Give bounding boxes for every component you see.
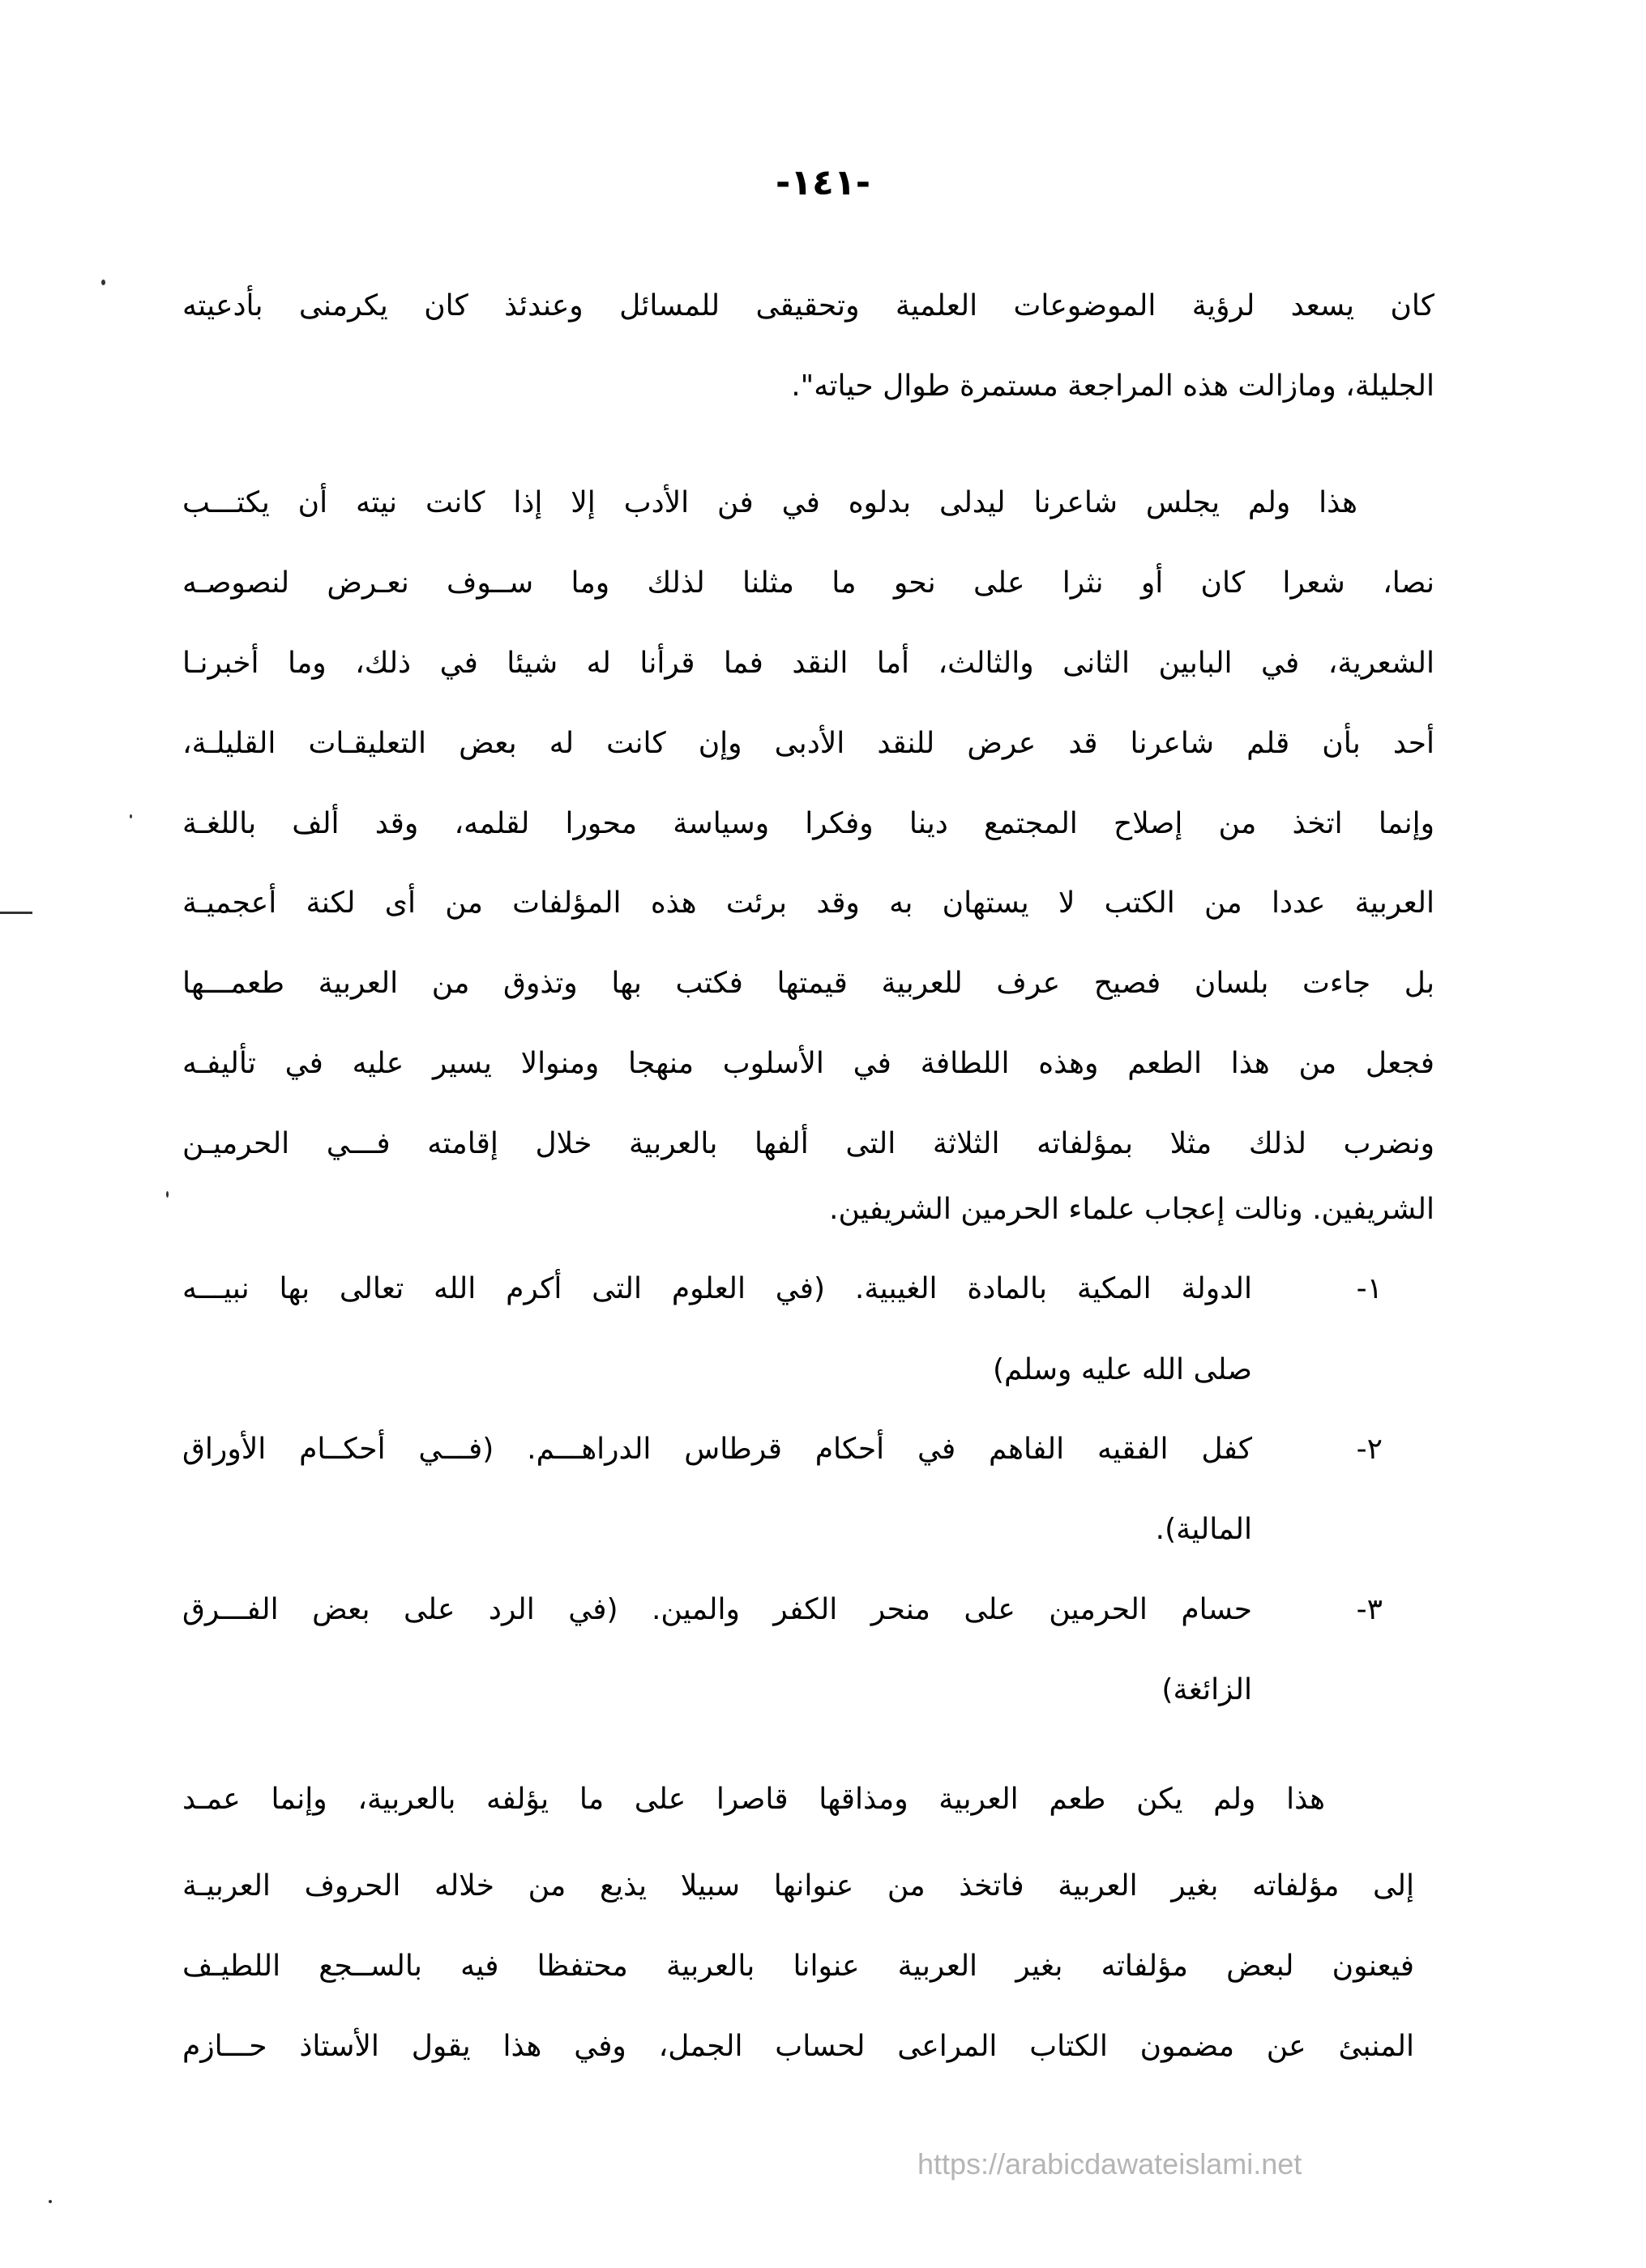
paragraph-3-line-2: إلى مؤلفاته بغير العربية فاتخذ من عنوانها سبيلا يذيع من خلاله الحروف العربيـة (182, 1869, 1414, 1903)
list-item-1-line-2: صلى الله عليه وسلم) (992, 1353, 1252, 1386)
paragraph-2-line-2: نصا، شعرا كان أو نثرا على نحو ما مثلنا لذلك وما ســوف نعـرض لنصوصـه (182, 566, 1434, 600)
paragraph-2-line-5: وإنما اتخذ من إصلاح المجتمع دينا وفكرا وسياسة محورا لقلمه، وقد ألف باللغـة (182, 807, 1434, 840)
list-item-2-number: ٢- (1356, 1433, 1383, 1466)
paragraph-2-line-3: الشعرية، في البابين الثانى والثالث، أما النقد فما قرأنا له شيئا في ذلك، وما أخبرنـا (182, 647, 1434, 680)
paragraph-2-line-8: فجعل من هذا الطعم وهذه اللطافة في الأسلوب منهجا ومنوالا يسير عليه في تأليفـه (182, 1047, 1434, 1080)
paragraph-2-line-10: الشريفين. ونالت إعجاب علماء الحرمين الشريفين. (829, 1193, 1434, 1226)
list-item-3-line-1: حسام الحرمين على منحر الكفر والمين. (في الرد على بعض الفـــرق (182, 1593, 1252, 1626)
scan-speck (166, 1191, 169, 1198)
paragraph-3-line-3: فيعنون لبعض مؤلفاته بغير العربية عنوانا بالعربية محتفظا فيه بالســجع اللطيـف (182, 1950, 1414, 1983)
scan-speck (101, 280, 105, 285)
paragraph-3-line-1: هذا ولم يكن طعم العربية ومذاقها قاصرا على ما يؤلفه بالعربية، وإنما عمـد (182, 1783, 1325, 1816)
list-item-1-line-1: الدولة المكية بالمادة الغيبية. (في العلوم التى أكرم الله تعالى بها نبيـــه (182, 1272, 1252, 1305)
paragraph-2-line-7: بل جاءت بلسان فصيح عرف للعربية قيمتها فكتب بها وتذوق من العربية طعمـــها (182, 967, 1434, 1000)
list-item-3-number: ٣- (1356, 1593, 1383, 1626)
paragraph-1-line-2: الجليلة، ومازالت هذه المراجعة مستمرة طوال حياته". (791, 369, 1434, 403)
scan-speck (0, 912, 32, 914)
list-item-2-line-1: كفل الفقيه الفاهم في أحكام قرطاس الدراهـــم. (فـــي أحكــام الأوراق (182, 1433, 1252, 1466)
list-item-1-number: ١- (1356, 1272, 1383, 1305)
watermark-url[interactable]: https://arabicdawateislami.net (917, 2147, 1302, 2180)
paragraph-2-line-6: العربية عددا من الكتب لا يستهان به وقد برئت هذه المؤلفات من أى لكنة أعجميـة (182, 886, 1434, 920)
scan-speck (130, 814, 132, 818)
list-item-2-line-2: المالية). (1155, 1513, 1252, 1546)
paragraph-3-line-4: المنبئ عن مضمون الكتاب المراعى لحساب الجمل، وفي هذا يقول الأستاذ حـــازم (182, 2030, 1414, 2063)
paragraph-2-line-1: هذا ولم يجلس شاعرنا ليدلى بدلوه في فن الأدب إلا إذا كانت نيته أن يكتـــب (182, 486, 1357, 519)
paragraph-1-line-1: كان يسعد لرؤية الموضوعات العلمية وتحقيقى للمسائل وعندئذ كان يكرمنى بأدعيته (182, 289, 1434, 322)
scan-speck (49, 2200, 52, 2203)
list-item-3-line-2: الزائغة) (1161, 1673, 1252, 1706)
page-number: -١٤١- (775, 162, 871, 203)
paragraph-2-line-4: أحد بأن قلم شاعرنا قد عرض للنقد الأدبى وإن كانت له بعض التعليقـات القليلـة، (182, 727, 1434, 760)
paragraph-2-line-9: ونضرب لذلك مثلا بمؤلفاته الثلاثة التى ألفها بالعربية خلال إقامته فـــي الحرميـن (182, 1127, 1434, 1160)
